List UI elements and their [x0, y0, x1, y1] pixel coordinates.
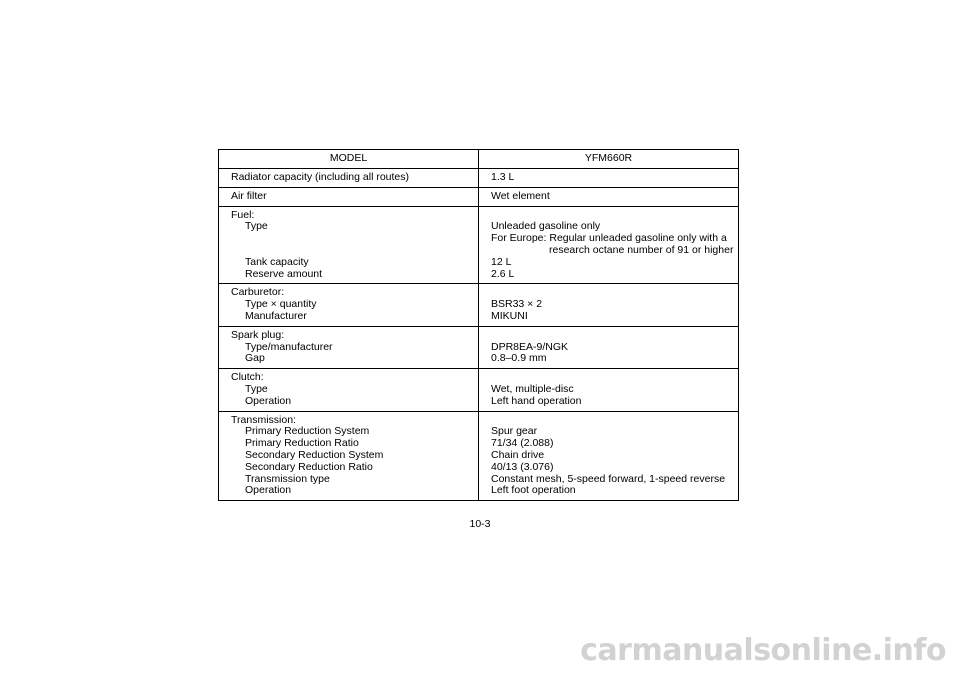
spec-label: Gap [245, 352, 265, 365]
model-value: YFM660R [479, 150, 739, 169]
table-row [219, 206, 739, 284]
spec-value: MIKUNI [491, 309, 528, 322]
spec-label: Primary Reduction System [245, 425, 370, 438]
table-row [219, 284, 739, 326]
spec-value: BSR33 × 2 [491, 298, 543, 311]
spec-group-label: Fuel: [231, 208, 255, 221]
spec-value: Wet, multiple-disc [491, 382, 574, 395]
spec-label: Manufacturer [245, 309, 307, 322]
spec-label: Tank capacity [245, 255, 309, 268]
spec-value: Unleaded gasoline only [491, 220, 601, 233]
spec-group-label: Transmission: [231, 413, 296, 426]
spec-label: Primary Reduction Ratio [245, 437, 359, 450]
spec-label: Operation [245, 394, 292, 407]
spec-value: Left hand operation [491, 394, 582, 407]
spec-value: Left foot operation [491, 484, 576, 497]
spec-label: Type/manufacturer [245, 340, 333, 353]
spec-value: 2.6 L [491, 267, 515, 280]
table-row [219, 187, 739, 206]
table-row [219, 411, 739, 501]
table-header-row [219, 150, 739, 169]
table-row [219, 369, 739, 411]
spec-value: Wet element [491, 189, 550, 202]
spec-label: Air filter [231, 189, 267, 202]
table-row [219, 326, 739, 368]
spec-value: 0.8–0.9 mm [491, 352, 547, 365]
spec-spacer [231, 245, 472, 257]
spec-value: research octane number of 91 or higher [549, 243, 734, 256]
spec-label: Operation [245, 484, 292, 497]
spec-label: Radiator capacity (including all routes) [231, 171, 410, 183]
spec-label: Reserve amount [245, 267, 323, 280]
spec-value: 71/34 (2.088) [491, 437, 554, 450]
spec-spacer [491, 330, 732, 342]
spec-label: Secondary Reduction System [245, 448, 384, 461]
table-row [219, 169, 739, 188]
spec-value: 40/13 (3.076) [491, 460, 554, 473]
spec-label: Type [245, 382, 268, 395]
spec-value: 12 L [491, 255, 512, 268]
spec-value: For Europe: Regular unleaded gasoline only with a [491, 232, 727, 245]
specifications-table [218, 149, 739, 501]
page-number: 10-3 [469, 518, 491, 530]
spec-value: 1.3 L [491, 171, 515, 183]
spec-value: DPR8EA-9/NGK [491, 340, 569, 353]
watermark-logo: carmanualsonline.info [580, 633, 946, 668]
spec-group-label: Carburetor: [231, 286, 285, 299]
spec-label: Type [245, 220, 268, 233]
spec-label: Type × quantity [245, 298, 317, 311]
spec-group-label: Spark plug: [231, 328, 285, 341]
model-label: MODEL [219, 150, 479, 169]
spec-spacer [231, 233, 472, 245]
spec-value: Constant mesh, 5-speed forward, 1-speed reverse [491, 472, 726, 485]
spec-group-label: Clutch: [231, 371, 264, 384]
spec-value: Chain drive [491, 448, 545, 461]
spec-value: Spur gear [491, 425, 538, 438]
spec-label: Secondary Reduction Ratio [245, 460, 373, 473]
spec-label: Transmission type [245, 472, 330, 485]
